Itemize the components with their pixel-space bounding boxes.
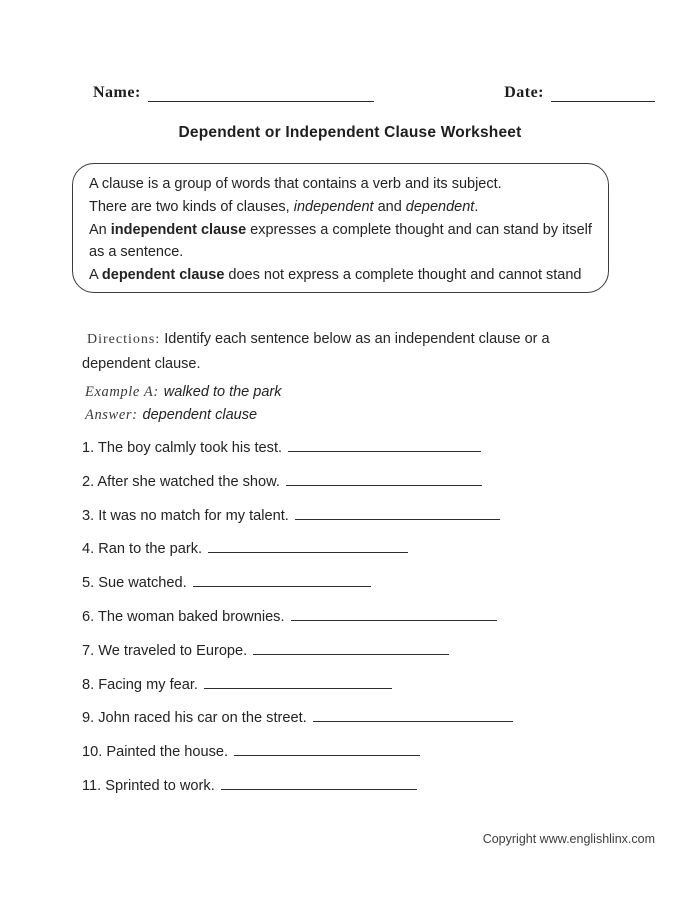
- answer-blank: [288, 438, 481, 452]
- copyright: Copyright www.englishlinx.com: [482, 832, 655, 846]
- answer-blank: [221, 776, 417, 790]
- sentence-item: [82, 506, 642, 540]
- answer-label: Answer:: [85, 406, 138, 423]
- sentence-text: 3. It was no match for my talent.: [82, 507, 289, 524]
- answer-blank: [204, 675, 392, 689]
- sentence-item: [82, 675, 642, 709]
- directions-line-1: [82, 327, 602, 352]
- answer-blank: [234, 742, 420, 756]
- answer-line: [85, 404, 281, 427]
- sentence-text: 7. We traveled to Europe.: [82, 642, 248, 659]
- sentence-item: [82, 472, 642, 506]
- sentence-item: [82, 573, 642, 607]
- name-blank-line: [148, 86, 374, 102]
- name-field: [93, 84, 374, 102]
- info-box-line: A dependent clause does not express a complete thought and cannot stand: [89, 267, 582, 284]
- directions-text: Identify each sentence below as an independent clause or a: [164, 331, 550, 347]
- directions-label: Directions:: [87, 332, 161, 347]
- sentence-text: 4. Ran to the park.: [82, 541, 203, 558]
- info-box-line: A clause is a group of words that contains a verb and its subject.: [89, 176, 502, 192]
- sentence-item: [82, 641, 642, 675]
- sentence-text: 1. The boy calmly took his test.: [82, 440, 283, 456]
- directions: [82, 327, 602, 377]
- name-label: Name:: [93, 84, 141, 101]
- example-block: [85, 381, 281, 426]
- date-field: [504, 84, 655, 102]
- answer-blank: [291, 607, 497, 621]
- sentence-item: [82, 607, 642, 641]
- sentence-item: [82, 776, 642, 810]
- header: [93, 84, 655, 102]
- sentence-item: [82, 438, 642, 472]
- info-box: [72, 163, 609, 293]
- sentence-text: 5. Sue watched.: [82, 575, 187, 592]
- sentence-item: [82, 742, 642, 776]
- info-box-line: as a sentence.: [89, 244, 184, 261]
- sentence-item: [82, 708, 642, 742]
- answer-blank: [295, 506, 500, 520]
- answer-blank: [286, 472, 482, 486]
- info-box-line: There are two kinds of clauses, independent and dependent.: [89, 198, 479, 215]
- directions-line-2: dependent clause.: [82, 356, 201, 372]
- sentence-text: 9. John raced his car on the street.: [82, 710, 307, 727]
- example-line: [85, 381, 281, 404]
- example-label: Example A:: [85, 384, 159, 400]
- date-label: Date:: [504, 84, 544, 101]
- sentence-item: [82, 539, 642, 573]
- sentence-text: 11. Sprinted to work.: [82, 777, 215, 794]
- answer-text: dependent clause: [142, 406, 258, 423]
- sentence-text: 8. Facing my fear.: [82, 676, 198, 693]
- answer-blank: [313, 708, 513, 722]
- sentence-text: 6. The woman baked brownies.: [82, 608, 285, 625]
- answer-blank: [253, 641, 449, 655]
- sentence-text: 2. After she watched the show.: [82, 473, 280, 490]
- info-box-line: An independent clause expresses a complete thought and can stand by itself: [89, 221, 592, 238]
- worksheet-title: Dependent or Independent Clause Worksheet: [178, 124, 522, 141]
- answer-blank: [208, 539, 408, 553]
- answer-blank: [193, 573, 371, 587]
- sentence-list: [82, 438, 642, 810]
- date-blank-line: [551, 86, 655, 102]
- example-text: walked to the park: [163, 384, 282, 400]
- sentence-text: 10. Painted the house.: [82, 744, 229, 761]
